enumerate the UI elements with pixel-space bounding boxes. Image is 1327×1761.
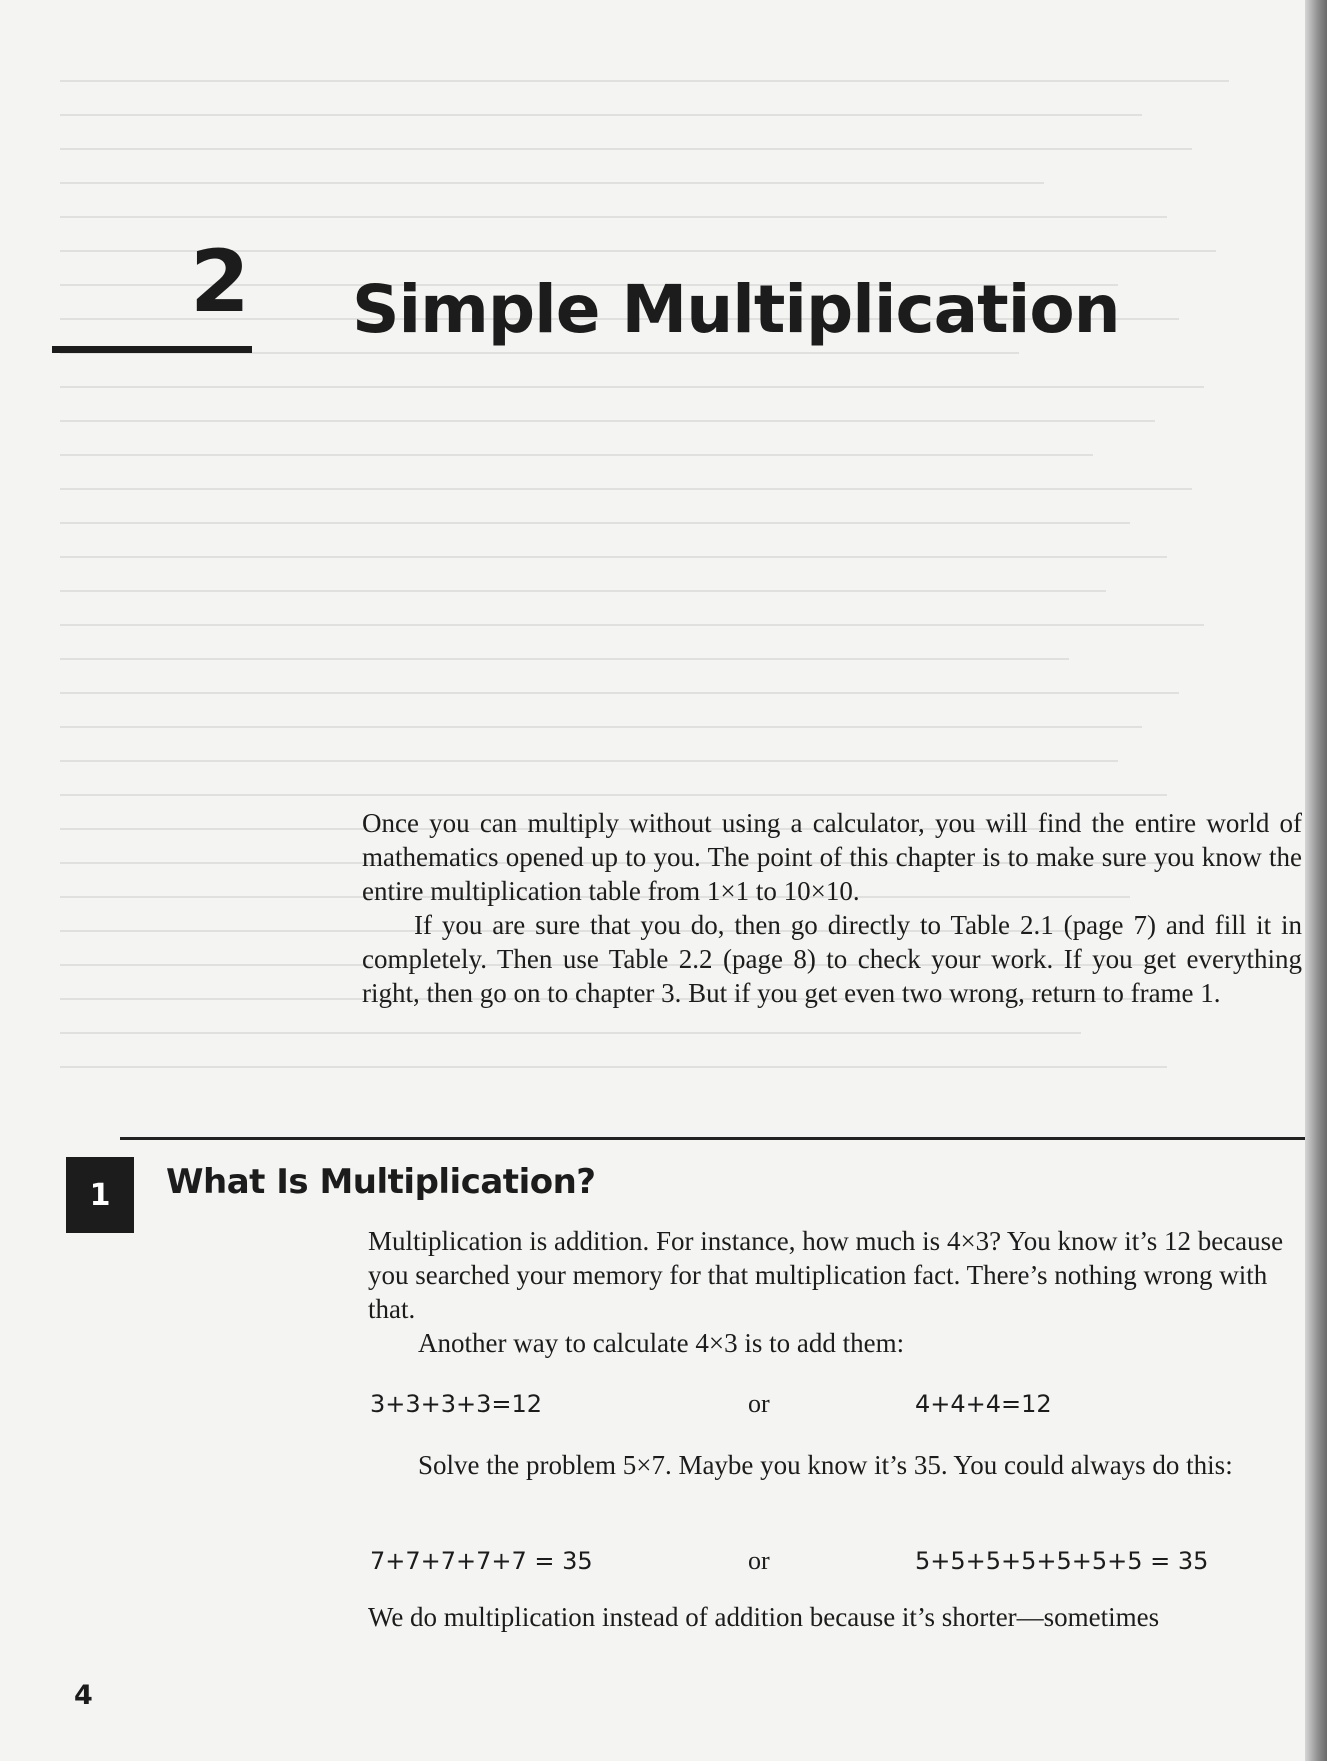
chapter-intro: [362, 806, 1302, 1010]
section-body-3: [368, 1600, 1303, 1634]
equation-right: 5+5+5+5+5+5+5 = 35: [915, 1547, 1209, 1575]
equation-row-2: [370, 1543, 1270, 1579]
section-number-badge: 1: [66, 1157, 134, 1233]
chapter-number: 2: [190, 232, 250, 332]
section-body: [368, 1224, 1303, 1360]
section-paragraph-4: We do multiplication instead of addition because it’s shorter—sometimes: [368, 1602, 1160, 1632]
section-paragraph-2: Another way to calculate 4×3 is to add them:: [418, 1328, 905, 1358]
equation-or: or: [748, 1389, 770, 1418]
page-edge-shadow: [1305, 0, 1327, 1761]
section-paragraph-1: Multiplication is addition. For instance, how much is 4×3? You know it’s 12 because you searched your memory for that multiplication fact. There’s nothing wrong with that.: [368, 1226, 1284, 1324]
equation-row-1: [370, 1386, 1270, 1422]
section-body-2: [368, 1448, 1303, 1482]
intro-paragraph-1: Once you can multiply without using a calculator, you will find the entire world of mathematics opened up to you. The point of this chapter is to make sure you know the entire multiplication table from 1×1 to 10×10.: [362, 808, 1302, 906]
section-divider: [120, 1137, 1305, 1140]
intro-paragraph-2: If you are sure that you do, then go directly to Table 2.1 (page 7) and fill it in completely. Then use Table 2.2 (page 8) to check your work. If you get everything right, then go on to chapter 3. But if you get even two wrong, return to frame 1.: [362, 910, 1302, 1008]
section-paragraph-3: Solve the problem 5×7. Maybe you know it’s 35. You could always do this:: [418, 1450, 1233, 1480]
page-number: 4: [74, 1680, 93, 1711]
equation-right: 4+4+4=12: [915, 1390, 1052, 1418]
section-title: What Is Multiplication?: [166, 1162, 596, 1202]
chapter-number-rule: [52, 346, 252, 353]
equation-left: 7+7+7+7+7 = 35: [370, 1547, 593, 1575]
chapter-title: Simple Multiplication: [352, 271, 1120, 348]
equation-left: 3+3+3+3=12: [370, 1390, 543, 1418]
equation-or: or: [748, 1546, 770, 1575]
